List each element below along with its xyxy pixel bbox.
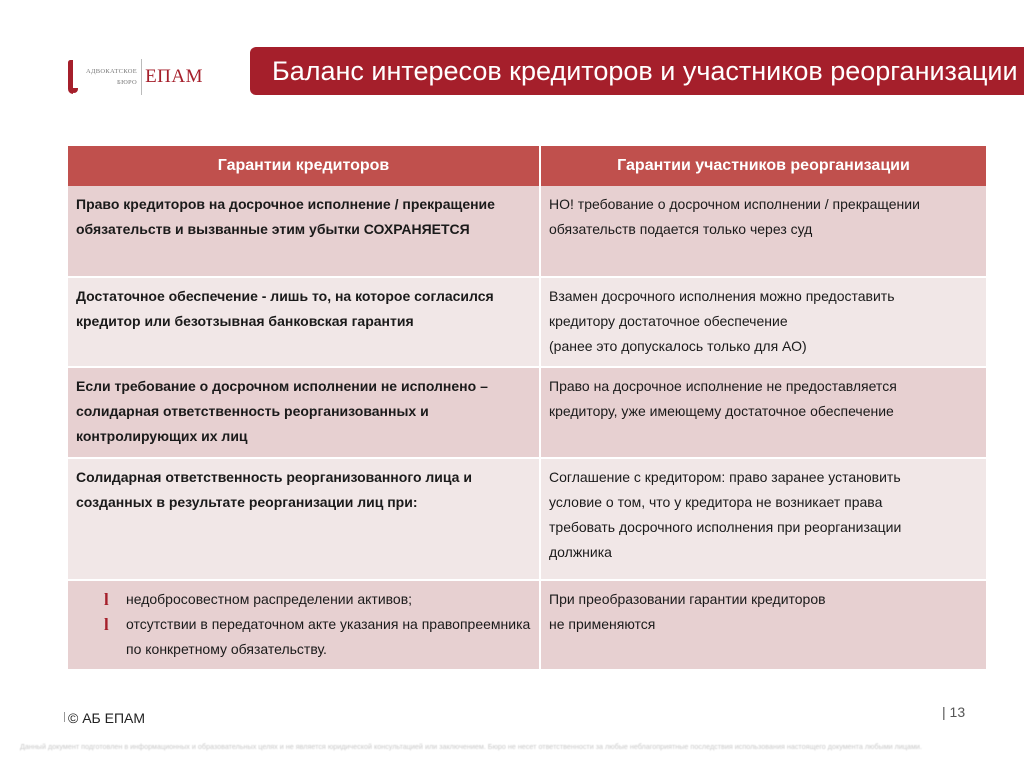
cell-line: солидарная ответственность реорганизованных и xyxy=(76,403,429,419)
cell-line: кредитор или безотзывная банковская гарантия xyxy=(76,313,414,329)
page-number: | 13 xyxy=(942,704,966,720)
cell-line: Солидарная ответственность реорганизованного лица и xyxy=(76,469,472,485)
bullet-text: отсутствии в передаточном акте указания на правопреемника по конкретному обязательству. xyxy=(126,616,531,657)
creditors-cell xyxy=(68,580,540,670)
participants-cell xyxy=(540,458,987,580)
creditors-cell xyxy=(68,277,540,367)
cell-line: обязательств и вызванные этим убытки СОХРАНЯЕТСЯ xyxy=(76,221,470,237)
bullet-item xyxy=(76,587,531,612)
table-row xyxy=(68,580,987,670)
slide-title: Баланс интересов кредиторов и участников реорганизации xyxy=(250,47,1024,95)
cell-line: Право кредиторов на досрочное исполнение / прекращение xyxy=(76,196,495,212)
cell-line: При преобразовании гарантии кредиторов xyxy=(549,591,826,607)
cell-line: условие о том, что у кредитора не возникает права xyxy=(549,494,883,510)
participants-cell xyxy=(540,580,987,670)
cell-line: Взамен досрочного исполнения можно предоставить xyxy=(549,288,895,304)
creditors-cell xyxy=(68,367,540,458)
table-row xyxy=(68,458,987,580)
cell-line: контролирующих их лиц xyxy=(76,428,248,444)
bullet-icon: l xyxy=(104,590,109,609)
table-header-row xyxy=(68,146,987,186)
participants-cell xyxy=(540,277,987,367)
cell-line: кредитору, уже имеющему достаточное обеспечение xyxy=(549,403,894,419)
logo-name: ЕПАМ xyxy=(145,66,204,87)
bullet-text: недобросовестном распределении активов; xyxy=(126,591,413,607)
cell-line: (ранее это допускалось только для АО) xyxy=(549,338,807,354)
cell-line: не применяются xyxy=(549,616,656,632)
table-row xyxy=(68,367,987,458)
header-participants: Гарантии участников реорганизации xyxy=(540,146,987,186)
cell-line: обязательств подается только через суд xyxy=(549,221,813,237)
logo xyxy=(66,56,203,98)
cell-line: требовать досрочного исполнения при реорганизации xyxy=(549,519,902,535)
bullet-icon: l xyxy=(104,615,109,634)
bullet-item xyxy=(76,612,531,662)
disclaimer: Данный документ подготовлен в информационных и образовательных целях и не является юридической консультацией или заключением. Бюро не несет ответственности за любые неблагоприятные последствия использования настоящего документа любыми лицами. xyxy=(20,742,922,751)
table-row xyxy=(68,277,987,367)
header-creditors: Гарантии кредиторов xyxy=(68,146,540,186)
cell-line: Соглашение с кредитором: право заранее установить xyxy=(549,469,901,485)
cell-line: Достаточное обеспечение - лишь то, на которое согласился xyxy=(76,288,494,304)
cell-line: созданных в результате реорганизации лиц при: xyxy=(76,494,418,510)
guarantees-table xyxy=(68,146,988,671)
logo-line2: БЮРО xyxy=(117,79,138,86)
creditors-cell xyxy=(68,458,540,580)
cell-line: Если требование о досрочном исполнении не исполнено – xyxy=(76,378,488,394)
logo-line1: АДВОКАТСКОЕ xyxy=(86,68,138,75)
table-row xyxy=(68,186,987,277)
cell-line: Право на досрочное исполнение не предоставляется xyxy=(549,378,897,394)
logo-divider xyxy=(141,59,142,95)
participants-cell xyxy=(540,186,987,277)
cell-line: должника xyxy=(549,544,612,560)
logo-mark-icon xyxy=(66,58,76,96)
participants-cell xyxy=(540,367,987,458)
creditors-cell xyxy=(68,186,540,277)
logo-subtitle xyxy=(86,66,137,88)
copyright: © АБ ЕПАМ xyxy=(68,710,146,726)
cell-line: кредитору достаточное обеспечение xyxy=(549,313,788,329)
cell-line: НО! требование о досрочном исполнении / прекращении xyxy=(549,196,920,212)
